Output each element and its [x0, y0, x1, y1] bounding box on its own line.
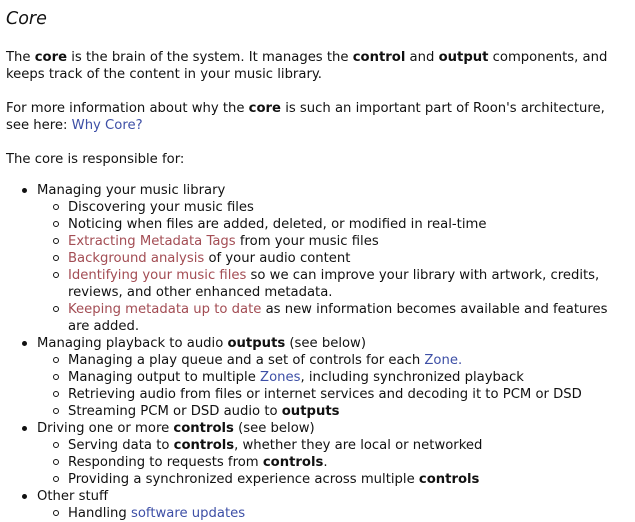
item-text: . [323, 455, 328, 470]
section-label: Managing playback to audio [37, 336, 228, 351]
list-item [6, 420, 632, 488]
list-item [37, 216, 632, 233]
list-item [6, 335, 632, 420]
item-text: of your audio content [204, 251, 351, 266]
why-core-link[interactable]: Why Core? [71, 118, 143, 133]
section-label: (see below) [233, 421, 315, 436]
list-item [6, 182, 632, 335]
more-info-bold-core: core [248, 101, 281, 116]
item-text: Managing a play queue and a set of controls for each [68, 353, 425, 368]
list-item [37, 403, 632, 420]
intro-text: The [6, 50, 35, 65]
sub-list [37, 505, 632, 522]
responsible-paragraph: The core is responsible for: [6, 152, 185, 167]
intro-paragraph [6, 49, 632, 83]
more-info-paragraph [6, 100, 632, 134]
item-text: so we can improve your library with artwork, credits, reviews, and other enhanced metadata. [68, 268, 600, 300]
intro-bold-core: core [34, 50, 68, 65]
item-text: Streaming PCM or DSD audio to [68, 404, 282, 419]
intro-bold-output: output [438, 50, 489, 65]
list-item [37, 267, 632, 301]
item-text: Serving data to [68, 438, 174, 453]
item-bold: controls [418, 472, 480, 487]
section-label: Managing your music library [37, 183, 226, 198]
background-analysis-link[interactable]: Background analysis [68, 251, 205, 266]
list-item [37, 233, 632, 250]
more-info-text: is such an important part of Roon's architecture, see here: [6, 101, 605, 133]
list-item [37, 352, 632, 369]
list-item [37, 386, 632, 403]
item-text: Retrieving audio from files or internet services and decoding it to PCM or DSD [68, 387, 582, 402]
item-text: Managing output to multiple [68, 370, 261, 385]
intro-text: and [405, 50, 439, 65]
item-text: Responding to requests from [68, 455, 263, 470]
item-text: Providing a synchronized experience across multiple [68, 472, 419, 487]
identifying-music-files-link[interactable]: Identifying your music files [68, 268, 247, 283]
software-updates-link[interactable]: software updates [130, 506, 246, 521]
intro-text: components, and keeps track of the content in your music library. [6, 50, 608, 82]
list-item [37, 369, 632, 386]
sub-list [37, 199, 632, 335]
list-item [37, 454, 632, 471]
list-item [6, 488, 632, 522]
list-item [37, 471, 632, 488]
item-text: from your music files [235, 234, 379, 249]
page-title: Core [6, 9, 47, 29]
zones-link[interactable]: Zones [260, 370, 301, 385]
item-text: as new information becomes available and features are added. [68, 302, 608, 334]
section-label: (see below) [285, 336, 366, 351]
zone-link[interactable]: Zone. [424, 353, 463, 368]
list-item [37, 505, 632, 522]
article [6, 0, 632, 522]
list-item [37, 437, 632, 454]
item-bold: controls [262, 455, 324, 470]
list-item [37, 250, 632, 267]
extracting-metadata-tags-link[interactable]: Extracting Metadata Tags [68, 234, 236, 249]
item-text: Handling [68, 506, 131, 521]
section-label-bold: outputs [227, 336, 286, 351]
section-label: Driving one or more [37, 421, 174, 436]
section-label-bold: controls [173, 421, 234, 436]
item-text: , including synchronized playback [300, 370, 524, 385]
section-label: Other stuff [37, 489, 109, 504]
item-text: Discovering your music files [68, 200, 254, 215]
item-text: , whether they are local or networked [234, 438, 483, 453]
list-item [37, 301, 632, 335]
sub-list [37, 352, 632, 420]
more-info-text: For more information about why the [6, 101, 249, 116]
item-text: Noticing when files are added, deleted, or modified in real-time [68, 217, 487, 232]
keeping-metadata-link[interactable]: Keeping metadata up to date [68, 302, 262, 317]
intro-text: is the brain of the system. It manages the [67, 50, 353, 65]
item-bold: controls [173, 438, 235, 453]
item-bold: outputs [281, 404, 340, 419]
responsibility-list [6, 182, 632, 522]
intro-bold-control: control [352, 50, 406, 65]
sub-list [37, 437, 632, 488]
list-item [37, 199, 632, 216]
